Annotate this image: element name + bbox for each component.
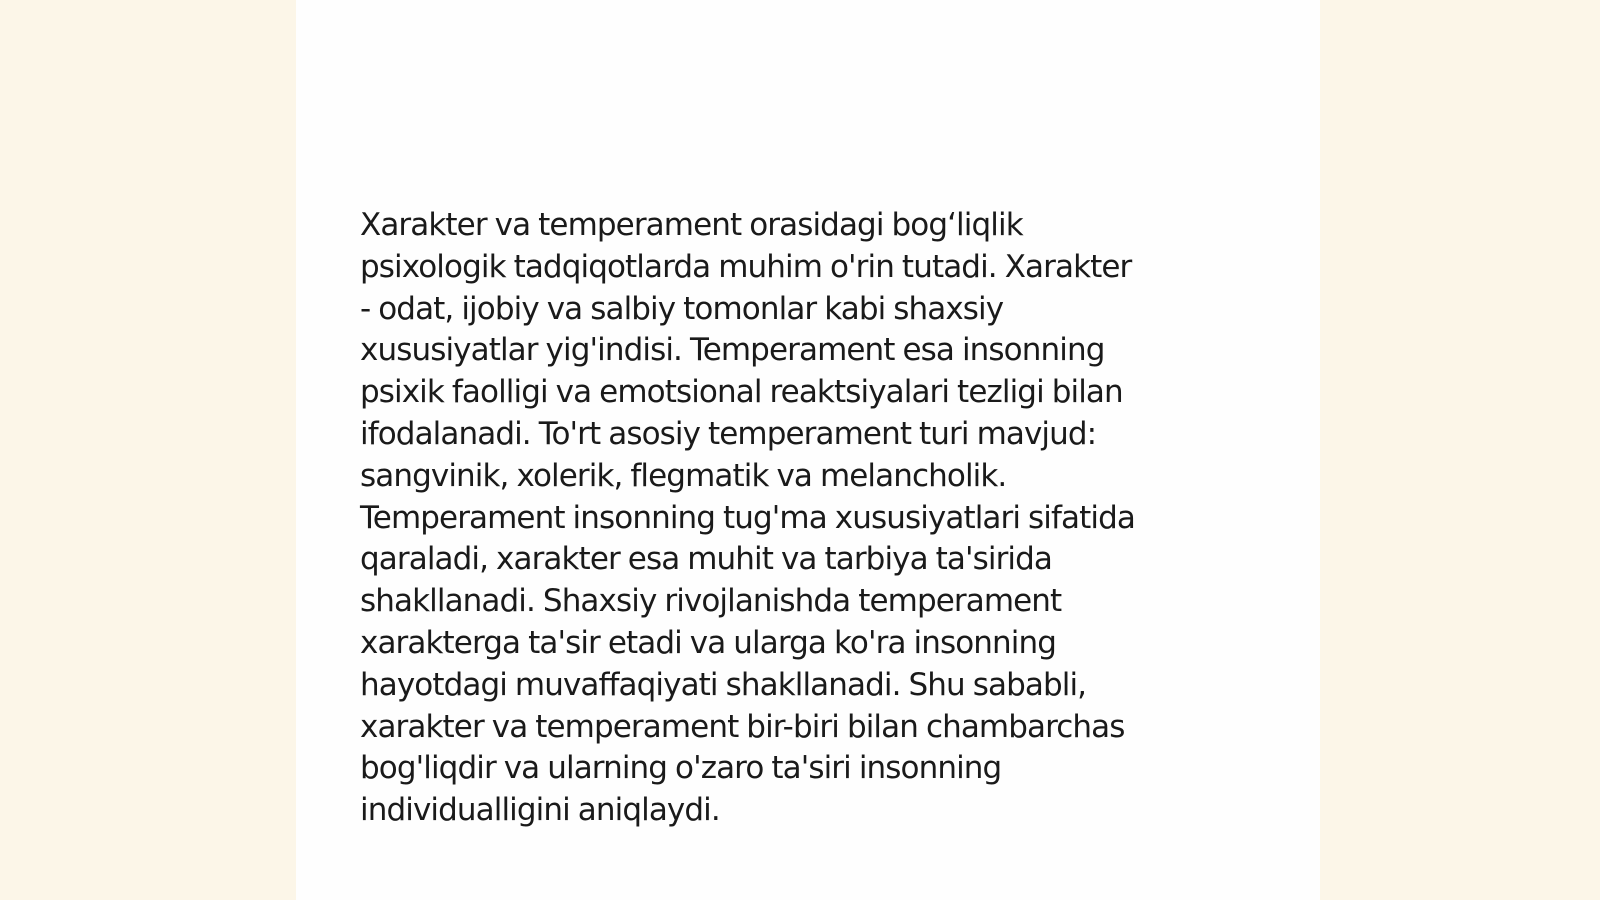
paragraph-line: psixologik tadqiqotlarda muhim o'rin tutadi. Xarakter xyxy=(360,248,1132,285)
paragraph-line: sangvinik, xolerik, flegmatik va melancholik. xyxy=(360,457,1007,494)
paragraph-line: individualligini aniqlaydi. xyxy=(360,792,720,829)
paragraph-line: shakllanadi. Shaxsiy rivojlanishda temperament xyxy=(360,583,1062,620)
paragraph-line: hayotdagi muvaffaqiyati shakllanadi. Shu sababli, xyxy=(360,666,1087,703)
paragraph-line: xususiyatlar yig'indisi. Temperament esa insonning xyxy=(360,332,1105,369)
paragraph-line: qaraladi, xarakter esa muhit va tarbiya ta'sirida xyxy=(360,541,1053,578)
paragraph-line: psixik faolligi va emotsional reaktsiyalari tezligi bilan xyxy=(360,374,1123,411)
paragraph-line: xarakterga ta'sir etadi va ularga ko'ra insonning xyxy=(360,624,1057,661)
paragraph-line: ifodalanadi. To'rt asosiy temperament turi mavjud: xyxy=(360,415,1097,452)
paragraph-line: xarakter va temperament bir-biri bilan chambarchas xyxy=(360,708,1125,745)
paragraph-line: bog'liqdir va ularning o'zaro ta'siri insonning xyxy=(360,750,1002,787)
paragraph-line: - odat, ijobiy va salbiy tomonlar kabi shaxsiy xyxy=(360,290,1004,327)
slide-page xyxy=(296,0,1320,900)
paragraph-line: Temperament insonning tug'ma xususiyatlari sifatida xyxy=(360,499,1135,536)
paragraph-line: Xarakter va temperament orasidagi bog‘liqlik xyxy=(360,207,1023,243)
body-paragraph xyxy=(360,205,1240,832)
